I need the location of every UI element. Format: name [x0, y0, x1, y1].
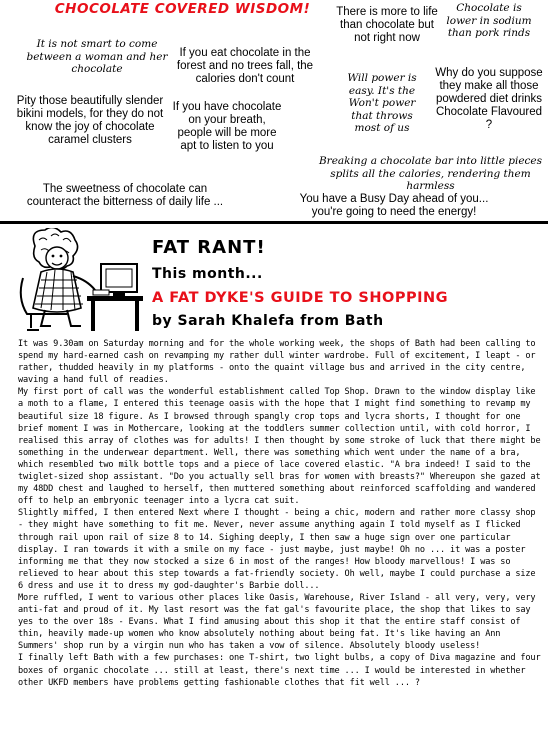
article-paragraph: It was 9.30am on Saturday morning and for the whole working week, the shops of Bath had been calling to spend my hard-earned cash on revamping my rather dull winter wardrobe. Full of excitement, I leapt - or rather, thudded heavily in my platforms - onto the quaint village bus and arrived in the city centre, waving a hand full of readies.: [18, 339, 536, 386]
quote-diet-drinks: Why do you suppose they make all those powdered diet drinks Chocolate Flavoured ?: [435, 67, 543, 131]
quote-woman: It is not smart to come between a woman and her chocolate: [26, 38, 168, 75]
rant-headline: A FAT DYKE'S GUIDE TO SHOPPING: [152, 290, 449, 306]
quote-bikini: Pity those beautifully slender bikini models, for they do not know the joy of chocolate caramel clusters: [16, 95, 164, 146]
article-paragraph: I finally left Bath with a few purchases: one T-shirt, two light bulbs, a copy of Diva magazine and four boxes of organic chocolate ... still at least, there's next time ... I would be interested in whether other UKFD members have problems getting fashionable clothes that fit well ... ?: [18, 653, 541, 688]
article-paragraph: My first port of call was the wonderful establishment called Top Shop. Drawn to the window display like a moth to a flame, I entered this teenage oasis with the hope that I might find something to revamp my beautiful size 18 figure. As I browsed through spangly crop tops and lycra shorts, I thought for one brief moment I was in Mothercare, looking at the toddlers summer collection until, with cold horror, I realised this array of clothes was for adults! I then thought by some stroke of luck that there might be something in the underwear department. Well, there was something which went under the name of a bra, which resembled two milk bottle tops and a piece of lace covered elastic. "A bra indeed! I said to the twiglet-sized shop assistant. "Do you actually sell bras for women with breasts?" Whereupon she gazed at my 48DD chest and laughed to herself, then muttered something about reinforced scaffolding and wandered off to help an embryonic teenager into a lycra cat suit.: [18, 387, 541, 507]
article-paragraph: Slightly miffed, I then entered Next where I thought - being a chic, modern and rather more classy shop - they might have something to fit me. Never, never assume anything again I told myself as I flicked through rail upon rail of size 8 to 14. Sighing deeply, I then saw a huge sign over one particular display. I ran towards it with a smile on my face - just maybe, just maybe! Oh no ... it was a poster informing me that they now stocked a size 6 in most of the ranges! How bloody marvellous! I was so relieved to hear about this step towards a fat-friendly society. Oh well, maybe I could purchase a size 6 dress and use it to dress my god-daughter's Barbie doll...: [18, 508, 536, 591]
quote-sweetness: The sweetness of chocolate can counteract the bitterness of daily life ...: [26, 183, 224, 208]
rant-title: FAT RANT!: [152, 237, 266, 258]
quote-forest: If you eat chocolate in the forest and no trees fall, the calories don't count: [176, 47, 314, 85]
article-paragraph: More ruffled, I went to various other places like Oasis, Warehouse, River Island - all very, very, very anti-fat and proud of it. My last resort was the fat gal's favourite place, the shop that likes to say yes to the over 18s - Evans. What I find amusing about this shop it that the entire staff consist of thin, heavily made-up women who know absolutely nothing about being fat. It's like having an Ann Summers' shop run by a virgin nun who has taken a vow of silence. Absolutely bloody useless!: [18, 592, 536, 652]
quote-breaking-bar: Breaking a chocolate bar into little pieces splits all the calories, rendering them harmless: [318, 155, 543, 192]
article-body: [18, 338, 542, 689]
quote-sodium: Chocolate is lower in sodium than pork rinds: [446, 2, 532, 39]
header-title: CHOCOLATE COVERED WISDOM!: [54, 1, 311, 17]
quote-more-to-life: There is more to life than chocolate but not right now: [336, 6, 438, 44]
cartoon-woman-at-computer-illustration: [5, 228, 145, 333]
divider-rule: [0, 221, 548, 224]
quote-breath: If you have chocolate on your breath, people will be more apt to listen to you: [172, 101, 282, 152]
quote-busy-day: You have a Busy Day ahead of you... you're going to need the energy!: [299, 193, 489, 218]
rant-this-month: This month...: [152, 266, 263, 282]
rant-byline: by Sarah Khalefa from Bath: [152, 313, 384, 329]
quote-will-power: Will power is easy. It's the Won't power that throws most of us: [347, 72, 417, 134]
